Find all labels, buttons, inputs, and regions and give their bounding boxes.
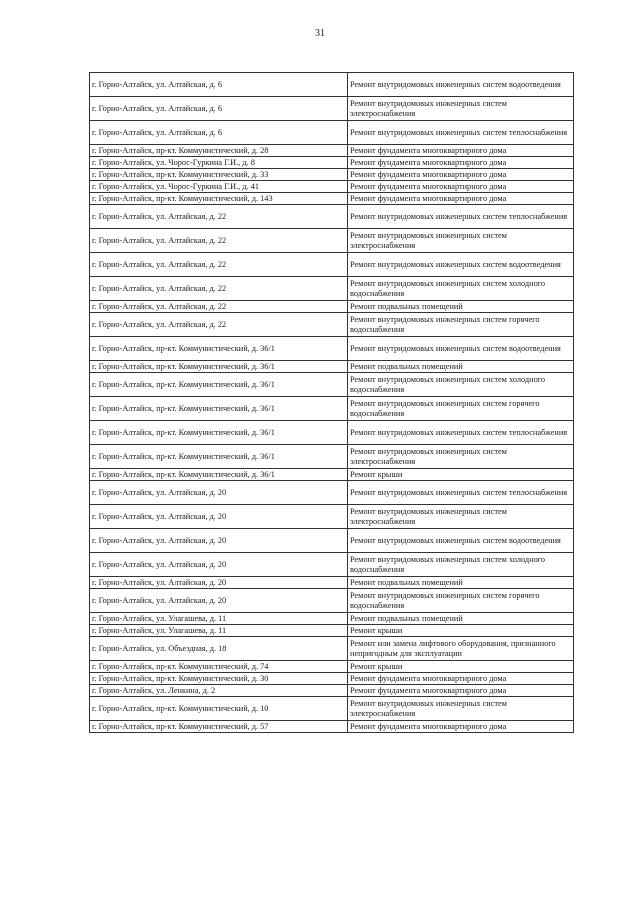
work-type-cell: Ремонт внутридомовых инженерных систем холодного водоснабжения xyxy=(348,277,574,301)
table-row xyxy=(90,145,574,157)
address-cell: г. Горно-Алтайск, ул. Алтайская, д. 20 xyxy=(90,577,348,589)
work-type-cell: Ремонт внутридомовых инженерных систем электроснабжения xyxy=(348,505,574,529)
work-type-cell: Ремонт крыши xyxy=(348,469,574,481)
work-type-cell: Ремонт крыши xyxy=(348,661,574,673)
address-cell: г. Горно-Алтайск, ул. Алтайская, д. 20 xyxy=(90,553,348,577)
address-cell: г. Горно-Алтайск, пр-кт. Коммунистический, д. 36/1 xyxy=(90,445,348,469)
work-type-cell: Ремонт внутридомовых инженерных систем теплоснабжения xyxy=(348,205,574,229)
address-cell: г. Горно-Алтайск, пр-кт. Коммунистический, д. 36/1 xyxy=(90,469,348,481)
work-type-cell: Ремонт крыши xyxy=(348,625,574,637)
address-cell: г. Горно-Алтайск, пр-кт. Коммунистический, д. 28 xyxy=(90,145,348,157)
work-type-cell: Ремонт фундамента многоквартирного дома xyxy=(348,193,574,205)
work-type-cell: Ремонт фундамента многоквартирного дома xyxy=(348,685,574,697)
address-cell: г. Горно-Алтайск, ул. Объездная, д. 18 xyxy=(90,637,348,661)
address-cell: г. Горно-Алтайск, ул. Алтайская, д. 6 xyxy=(90,73,348,97)
address-cell: г. Горно-Алтайск, ул. Алтайская, д. 6 xyxy=(90,97,348,121)
table-row xyxy=(90,361,574,373)
address-cell: г. Горно-Алтайск, ул. Алтайская, д. 20 xyxy=(90,589,348,613)
address-cell: г. Горно-Алтайск, ул. Алтайская, д. 22 xyxy=(90,301,348,313)
address-cell: г. Горно-Алтайск, ул. Алтайская, д. 20 xyxy=(90,505,348,529)
work-type-cell: Ремонт внутридомовых инженерных систем холодного водоснабжения xyxy=(348,373,574,397)
table-row xyxy=(90,313,574,337)
work-type-cell: Ремонт внутридомовых инженерных систем теплоснабжения xyxy=(348,421,574,445)
address-cell: г. Горно-Алтайск, ул. Алтайская, д. 6 xyxy=(90,121,348,145)
address-cell: г. Горно-Алтайск, пр-кт. Коммунистический, д. 33 xyxy=(90,169,348,181)
address-cell: г. Горно-Алтайск, ул. Алтайская, д. 22 xyxy=(90,277,348,301)
address-cell: г. Горно-Алтайск, ул. Алтайская, д. 22 xyxy=(90,253,348,277)
address-cell: г. Горно-Алтайск, ул. Чорос-Гуркина Г.И., д. 8 xyxy=(90,157,348,169)
table-row xyxy=(90,685,574,697)
table-row xyxy=(90,121,574,145)
work-type-cell: Ремонт внутридомовых инженерных систем водоотведения xyxy=(348,253,574,277)
table-row xyxy=(90,97,574,121)
table-row xyxy=(90,169,574,181)
work-type-cell: Ремонт внутридомовых инженерных систем электроснабжения xyxy=(348,97,574,121)
work-type-cell: Ремонт внутридомовых инженерных систем горячего водоснабжения xyxy=(348,589,574,613)
table-row xyxy=(90,421,574,445)
work-type-cell: Ремонт внутридомовых инженерных систем теплоснабжения xyxy=(348,481,574,505)
address-cell: г. Горно-Алтайск, пр-кт. Коммунистический, д. 10 xyxy=(90,697,348,721)
work-type-cell: Ремонт внутридомовых инженерных систем горячего водоснабжения xyxy=(348,313,574,337)
works-table-body xyxy=(90,73,574,733)
address-cell: г. Горно-Алтайск, ул. Улагашева, д. 11 xyxy=(90,625,348,637)
table-row xyxy=(90,697,574,721)
work-type-cell: Ремонт фундамента многоквартирного дома xyxy=(348,673,574,685)
table-row xyxy=(90,589,574,613)
table-row xyxy=(90,205,574,229)
table-row xyxy=(90,577,574,589)
table-row xyxy=(90,673,574,685)
table-row xyxy=(90,505,574,529)
address-cell: г. Горно-Алтайск, пр-кт. Коммунистический, д. 36/1 xyxy=(90,373,348,397)
work-type-cell: Ремонт внутридомовых инженерных систем электроснабжения xyxy=(348,229,574,253)
address-cell: г. Горно-Алтайск, ул. Алтайская, д. 20 xyxy=(90,481,348,505)
work-type-cell: Ремонт фундамента многоквартирного дома xyxy=(348,145,574,157)
address-cell: г. Горно-Алтайск, пр-кт. Коммунистический, д. 36/1 xyxy=(90,337,348,361)
address-cell: г. Горно-Алтайск, ул. Алтайская, д. 22 xyxy=(90,313,348,337)
work-type-cell: Ремонт внутридомовых инженерных систем водоотведения xyxy=(348,73,574,97)
address-cell: г. Горно-Алтайск, пр-кт. Коммунистический, д. 30 xyxy=(90,673,348,685)
table-row xyxy=(90,481,574,505)
work-type-cell: Ремонт подвальных помещений xyxy=(348,301,574,313)
table-row xyxy=(90,397,574,421)
address-cell: г. Горно-Алтайск, пр-кт. Коммунистический, д. 74 xyxy=(90,661,348,673)
table-row xyxy=(90,721,574,733)
table-row xyxy=(90,229,574,253)
table-row xyxy=(90,277,574,301)
work-type-cell: Ремонт внутридомовых инженерных систем теплоснабжения xyxy=(348,121,574,145)
work-type-cell: Ремонт или замена лифтового оборудования, признанного непригодным для эксплуатации xyxy=(348,637,574,661)
table-row xyxy=(90,373,574,397)
page-number: 31 xyxy=(315,28,325,39)
table-row xyxy=(90,445,574,469)
address-cell: г. Горно-Алтайск, ул. Алтайская, д. 22 xyxy=(90,229,348,253)
work-type-cell: Ремонт фундамента многоквартирного дома xyxy=(348,169,574,181)
address-cell: г. Горно-Алтайск, пр-кт. Коммунистический, д. 143 xyxy=(90,193,348,205)
address-cell: г. Горно-Алтайск, пр-кт. Коммунистический, д. 36/1 xyxy=(90,361,348,373)
table-row xyxy=(90,73,574,97)
work-type-cell: Ремонт внутридомовых инженерных систем горячего водоснабжения xyxy=(348,397,574,421)
table-row xyxy=(90,193,574,205)
work-type-cell: Ремонт фундамента многоквартирного дома xyxy=(348,181,574,193)
work-type-cell: Ремонт подвальных помещений xyxy=(348,361,574,373)
address-cell: г. Горно-Алтайск, пр-кт. Коммунистический, д. 57 xyxy=(90,721,348,733)
work-type-cell: Ремонт внутридомовых инженерных систем электроснабжения xyxy=(348,445,574,469)
work-type-cell: Ремонт внутридомовых инженерных систем холодного водоснабжения xyxy=(348,553,574,577)
address-cell: г. Горно-Алтайск, ул. Чорос-Гуркина Г.И., д. 41 xyxy=(90,181,348,193)
work-type-cell: Ремонт подвальных помещений xyxy=(348,577,574,589)
table-row xyxy=(90,253,574,277)
work-type-cell: Ремонт фундамента многоквартирного дома xyxy=(348,721,574,733)
work-type-cell: Ремонт внутридомовых инженерных систем водоотведения xyxy=(348,337,574,361)
work-type-cell: Ремонт подвальных помещений xyxy=(348,613,574,625)
work-type-cell: Ремонт внутридомовых инженерных систем электроснабжения xyxy=(348,697,574,721)
works-table xyxy=(89,72,574,733)
table-row xyxy=(90,337,574,361)
table-row xyxy=(90,301,574,313)
table-row xyxy=(90,529,574,553)
address-cell: г. Горно-Алтайск, ул. Ленкина, д. 2 xyxy=(90,685,348,697)
work-type-cell: Ремонт фундамента многоквартирного дома xyxy=(348,157,574,169)
work-type-cell: Ремонт внутридомовых инженерных систем водоотведения xyxy=(348,529,574,553)
table-row xyxy=(90,613,574,625)
address-cell: г. Горно-Алтайск, пр-кт. Коммунистический, д. 36/1 xyxy=(90,421,348,445)
table-row xyxy=(90,637,574,661)
table-row xyxy=(90,157,574,169)
address-cell: г. Горно-Алтайск, ул. Алтайская, д. 22 xyxy=(90,205,348,229)
table-row xyxy=(90,181,574,193)
table-row xyxy=(90,553,574,577)
address-cell: г. Горно-Алтайск, пр-кт. Коммунистический, д. 36/1 xyxy=(90,397,348,421)
table-row xyxy=(90,661,574,673)
address-cell: г. Горно-Алтайск, ул. Улагашева, д. 11 xyxy=(90,613,348,625)
table-row xyxy=(90,469,574,481)
address-cell: г. Горно-Алтайск, ул. Алтайская, д. 20 xyxy=(90,529,348,553)
table-row xyxy=(90,625,574,637)
